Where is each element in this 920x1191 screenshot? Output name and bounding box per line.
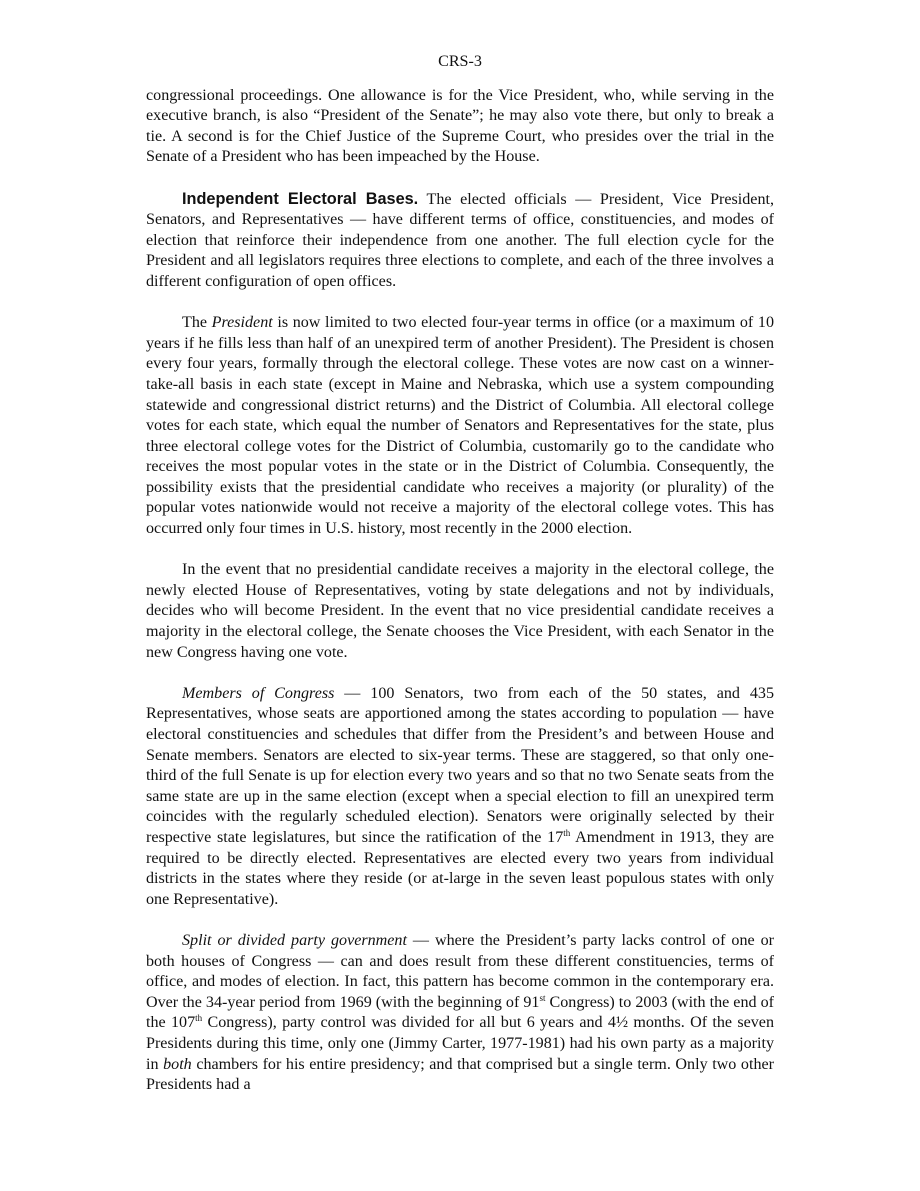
paragraph-no-majority — [146, 560, 774, 663]
paragraph-text: — where the President’s party lacks control of one or both houses of Congress — can and does result from these different constituencies, terms of office, and modes of election. In fact, this pattern has become common in the contemporary era. Over the 34-year period from 1969 (with the beginning of 91 — [146, 931, 774, 1011]
paragraph-lead: The — [182, 314, 212, 332]
document-page — [146, 52, 774, 1096]
paragraph-text: Congress), party control was divided for all but 6 years and 4½ months. Of the seven Presidents during this time, only one (Jimmy Carter, 1977-1981) had his own party as a majority in — [146, 1014, 774, 1073]
superscript: st — [539, 992, 546, 1003]
italic-term-president: President — [211, 314, 273, 332]
superscript: th — [563, 827, 571, 838]
paragraph-text: Amendment in 1913, they are required to be directly elected. Representatives are elected every two years from individual districts in the states where they reside (or at-large in the seven least populous states with only one Representative). — [146, 828, 774, 908]
paragraph-members-of-congress — [146, 684, 774, 911]
paragraph-text: Congress) to 2003 (with the end of the 107 — [146, 993, 774, 1032]
paragraph-text: In the event that no presidential candidate receives a majority in the electoral college, the newly elected House of Representatives, voting by state delegations and not by individuals, decides who will become President. In the event that no vice presidential candidate receives a majority in the electoral college, the Senate chooses the Vice President, with each Senator in the new Congress having one vote. — [146, 561, 774, 661]
paragraph-divided-government — [146, 931, 774, 1096]
superscript: th — [195, 1013, 203, 1024]
paragraph-independent-electoral-bases — [146, 189, 774, 293]
paragraph-text: — 100 Senators, two from each of the 50 states, and 435 Representatives, whose seats are apportioned among the states according to population — have electoral constituencies and schedules that differ from the President’s and between House and Senate members. Senators are elected to six-year terms. These are staggered, so that only one-third of the full Senate is up for election every two years and so that no two Senate seats from the same state are up in the same election (except when a special election to fill an unexpired term coincides with the regularly scheduled election). Senators were originally selected by their respective state legislatures, but since the ratification of the 17 — [146, 684, 774, 846]
section-heading: Independent Electoral Bases. — [182, 189, 419, 208]
paragraph-text: is now limited to two elected four-year terms in office (or a maximum of 10 years if he fills less than half of an unexpired term of another President). The President is chosen every four years, formally through the electoral college. These votes are now cast on a winner-take-all basis in each state (except in Maine and Nebraska, which use a system compounding statewide and congressional district returns) and the District of Columbia. All electoral college votes for each state, which equal the number of Senators and Representatives for the state, plus three electoral college votes for the District of Columbia, customarily go to the candidate who receives the most popular votes in the state or in the District of Columbia. Consequently, the possibility exists that the presidential candidate who receives a majority (or plurality) of the popular votes nationwide would not receive a majority of the electoral college votes. This has occurred only four times in U.S. history, most recently in the 2000 election. — [146, 314, 774, 538]
italic-term-divided-government: Split or divided party government — [182, 931, 407, 949]
paragraph-text: congressional proceedings. One allowance is for the Vice President, who, while serving in the executive branch, is also “President of the Senate”; he may also vote there, but only to break a tie. A second is for the Chief Justice of the Supreme Court, who presides over the trial in the Senate of a President who has been impeached by the House. — [146, 86, 774, 166]
paragraph-text: chambers for his entire presidency; and that comprised but a single term. Only two other Presidents had a — [146, 1055, 774, 1094]
italic-term-both: both — [163, 1055, 192, 1073]
paragraph-senate-allowances — [146, 86, 774, 168]
italic-term-members-of-congress: Members of Congress — [182, 684, 335, 702]
paragraph-text: The elected officials — President, Vice President, Senators, and Representatives — have different terms of office, constituencies, and modes of election that reinforce their independence from one another. The full election cycle for the President and all legislators requires three elections to complete, and each of the three involves a different configuration of open offices. — [146, 190, 774, 290]
page-number: CRS-3 — [438, 53, 482, 70]
paragraph-president — [146, 313, 774, 540]
